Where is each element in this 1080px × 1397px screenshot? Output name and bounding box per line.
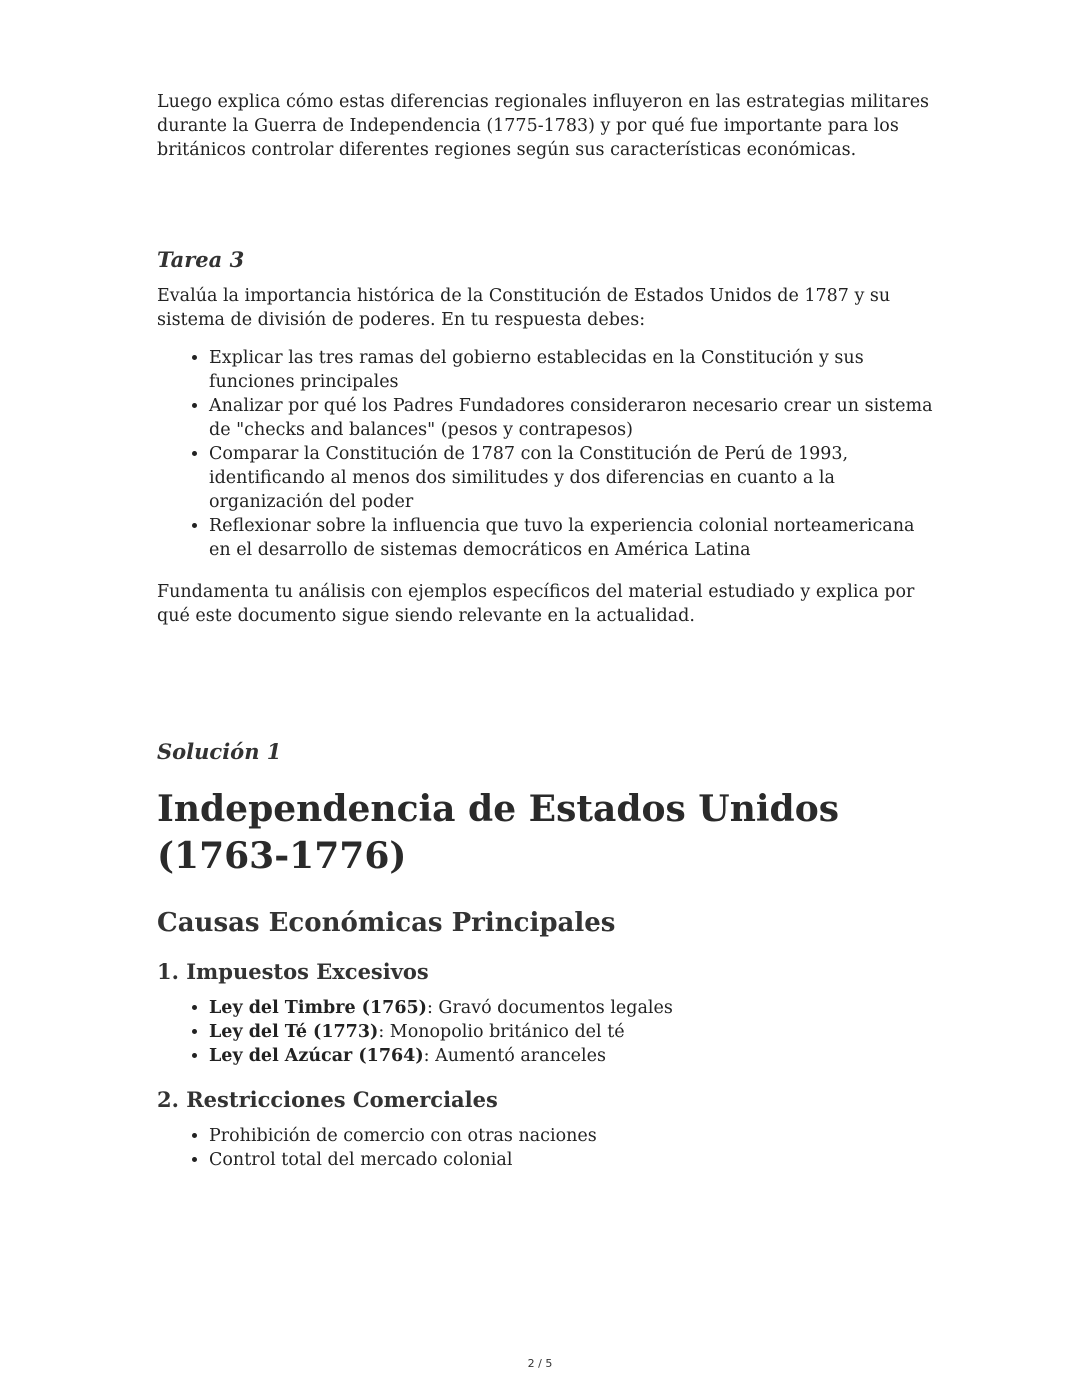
solucion-1-heading: Solución 1	[157, 739, 282, 764]
subsection-title-restricciones: 2. Restricciones Comerciales	[157, 1087, 498, 1112]
law-term: Ley del Timbre (1765)	[209, 998, 427, 1018]
list-item: • Prohibición de comercio con otras naciones	[209, 1124, 937, 1148]
list-item	[209, 1044, 937, 1068]
list-item: • Explicar las tres ramas del gobierno establecidas en la Constitución y sus funciones principales	[209, 346, 937, 394]
section-title: Causas Económicas Principales	[157, 908, 616, 938]
tarea-3-description: Evalúa la importancia histórica de la Constitución de Estados Unidos de 1787 y su sistema de división de poderes. En tu respuesta debes:	[157, 286, 891, 330]
list-item: • Control total del mercado colonial	[209, 1148, 937, 1172]
impuestos-list	[157, 996, 937, 1068]
tarea-3-closing: Fundamenta tu análisis con ejemplos específicos del material estudiado y explica por qué este documento sigue siendo relevante en la actualidad.	[157, 582, 915, 626]
page-number: 2 / 5	[527, 1357, 553, 1370]
list-item: • Analizar por qué los Padres Fundadores consideraron necesario crear un sistema de "checks and balances" (pesos y contrapesos)	[209, 394, 937, 442]
document-page	[157, 90, 937, 1172]
list-item: • Comparar la Constitución de 1787 con la Constitución de Perú de 1993, identificando al menos dos similitudes y dos diferencias en cuanto a la organización del poder	[209, 442, 937, 514]
law-term: Ley del Azúcar (1764)	[209, 1046, 424, 1066]
law-description: : Gravó documentos legales	[426, 998, 673, 1018]
law-term: Ley del Té (1773)	[209, 1022, 379, 1042]
law-description: : Monopolio británico del té	[378, 1022, 625, 1042]
restricciones-list	[157, 1124, 937, 1172]
list-item	[209, 996, 937, 1020]
subsection-title-impuestos: 1. Impuestos Excesivos	[157, 959, 429, 984]
list-item: • Reflexionar sobre la influencia que tuvo la experiencia colonial norteamericana en el desarrollo de sistemas democráticos en América Latina	[209, 514, 937, 562]
tarea-3-list	[157, 346, 937, 562]
solution-title: Independencia de Estados Unidos (1763-1776)	[157, 788, 839, 877]
law-description: : Aumentó aranceles	[423, 1046, 606, 1066]
tarea-3-heading: Tarea 3	[157, 247, 245, 272]
intro-paragraph: Luego explica cómo estas diferencias regionales influyeron en las estrategias militares durante la Guerra de Independencia (1775-1783) y por qué fue importante para los británicos controlar diferentes regiones según sus características económicas.	[157, 92, 930, 160]
list-item	[209, 1020, 937, 1044]
